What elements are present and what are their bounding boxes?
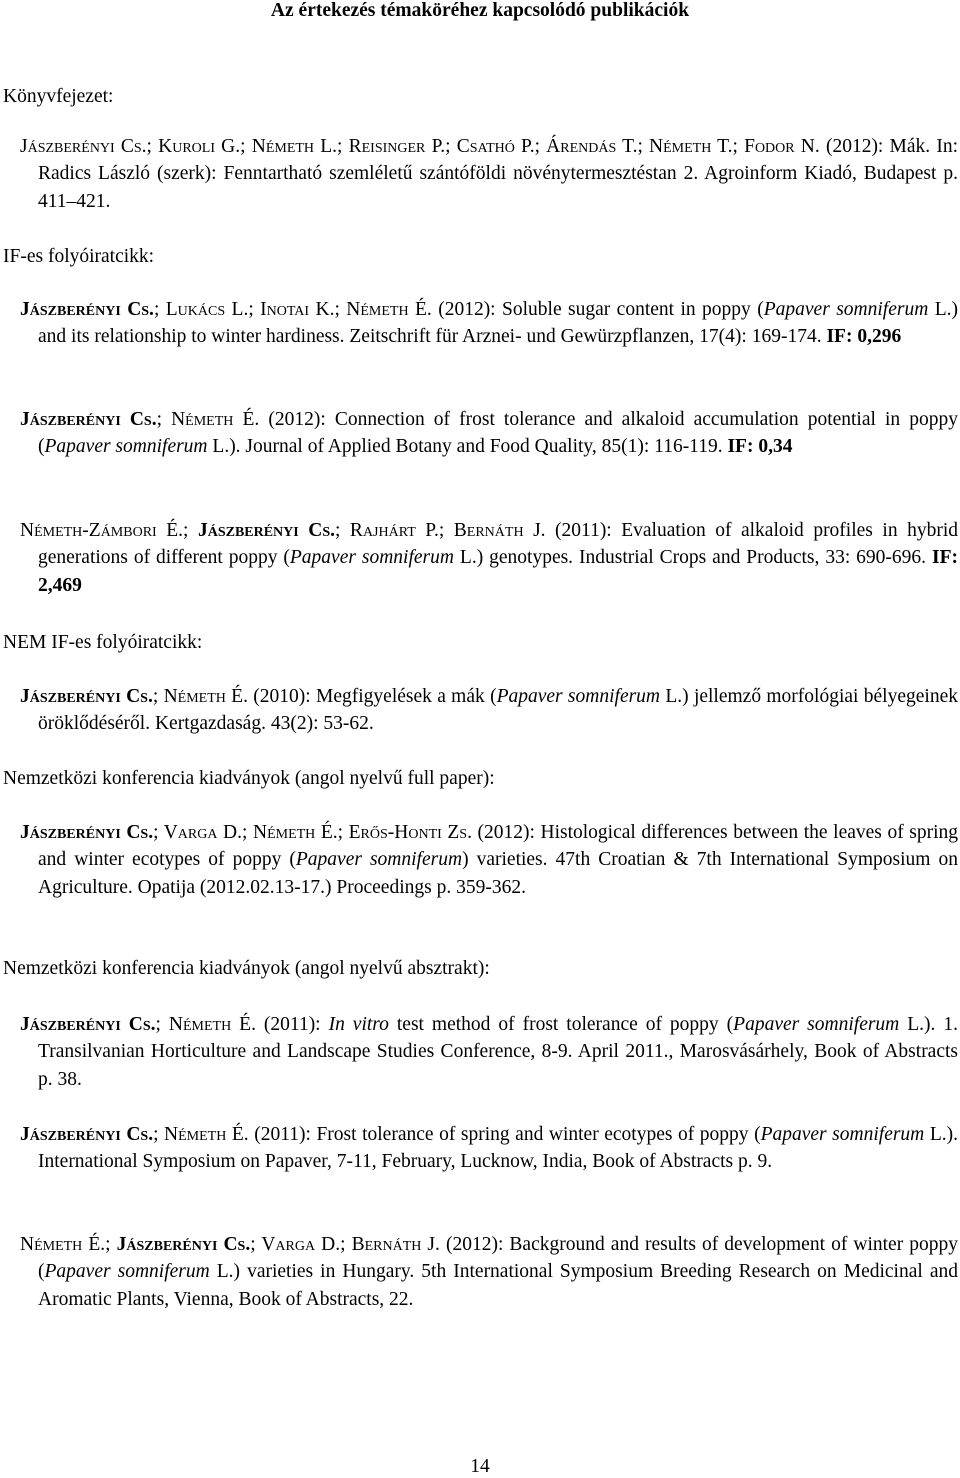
impact-factor: IF: 0,296 <box>826 326 902 348</box>
entry-text: L.) varieties in Hungary. 5th International Symposium Breeding Research on Medicinal and Aromatic Plants, Vienna, Book of Abstracts, 22. <box>38 1261 958 1310</box>
entry-text: ) varieties. 47th Croatian & 7th International Symposium on Agriculture. Opatija (2012.02.13-17.) Proceedings p. 359-362. <box>38 849 958 898</box>
entry-species: Papaver somniferum <box>289 547 454 569</box>
entry-coauthors: ; Németh É. <box>155 1014 256 1035</box>
publication-entry <box>20 683 958 738</box>
entry-coauthors: ; Rajhárt P.; Bernáth J. <box>335 520 546 541</box>
entry-coauthors: Németh-Zámbori É.; <box>20 520 198 541</box>
entry-main-author: Jászberényi Cs. <box>20 822 154 843</box>
entry-text: L.) and its relationship to winter hardiness. Zeitschrift für Arznei- und Gewürzpflanzen, 17(4): 169-174. <box>38 299 958 348</box>
entry-text: (2012): Mák. In: Radics László (szerk): Fenntartható szemléletű szántóföldi növénytermesztéstan 2. Agroinform Kiadó, Budapest p. 411–421. <box>38 136 958 212</box>
page-title: Az értekezés témaköréhez kapcsolódó publikációk <box>270 0 690 21</box>
entry-species: Papaver somniferum <box>44 436 208 458</box>
section-heading-book-chapter: Könyvfejezet: <box>3 86 114 107</box>
publication-entry <box>20 296 958 351</box>
impact-factor: IF: 0,34 <box>727 436 793 458</box>
entry-coauthors: ; Lukács L.; Inotai K.; Németh É. <box>153 299 432 320</box>
section-heading-if-journal: IF-es folyóiratcikk: <box>3 246 155 267</box>
entry-text: (2011): Evaluation of alkaloid profiles in hybrid generations of different poppy ( <box>38 520 958 569</box>
entry-main-author: Jászberényi Cs. <box>20 409 157 430</box>
entry-main-author: Jászberényi Cs. <box>197 520 335 541</box>
publication-entry <box>20 1231 958 1313</box>
entry-text: (2012): Connection of frost tolerance and alkaloid accumulation potential in poppy ( <box>38 409 958 458</box>
entry-species: Papaver somniferum <box>295 849 463 871</box>
entry-text: (2010): Megfigyelések a mák ( <box>247 686 497 707</box>
entry-text: (2012): Background and results of development of winter poppy ( <box>38 1234 958 1283</box>
publication-entry <box>20 1011 958 1093</box>
entry-text: L.). 1. Transilvanian Horticulture and Landscape Studies Conference, 8-9. April 2011., Marosvásárhely, Book of Abstracts p. 38. <box>38 1014 958 1090</box>
entry-coauthors: ; Németh É. <box>156 409 260 430</box>
publication-entry <box>20 1121 958 1176</box>
entry-main-author: Jászberényi Cs. <box>116 1234 251 1255</box>
impact-factor: IF: 2,469 <box>38 547 958 596</box>
entry-text: L.). International Symposium on Papaver, 7-11, February, Lucknow, India, Book of Abstracts p. 9. <box>38 1124 958 1173</box>
publication-entry <box>20 819 959 901</box>
section-heading-conference-abstract: Nemzetközi konferencia kiadványok (angol nyelvű absztrakt): <box>3 958 490 979</box>
section-heading-conference-full-paper: Nemzetközi konferencia kiadványok (angol nyelvű full paper): <box>3 768 495 789</box>
entry-text: L.) jellemző morfológiai bélyegeinek öröklődéséről. Kertgazdaság. 43(2): 53-62. <box>38 686 958 735</box>
entry-text: (2012): Histological differences between the leaves of spring and winter ecotypes of poppy ( <box>38 822 959 871</box>
entry-main-author: Jászberényi Cs. <box>20 686 153 707</box>
entry-main-author: Jászberényi Cs. <box>20 1014 156 1035</box>
page-number: 14 <box>470 1456 490 1477</box>
entry-text: (2012): Soluble sugar content in poppy ( <box>431 299 764 320</box>
entry-text: test method of frost tolerance of poppy ( <box>388 1014 734 1035</box>
entry-text: L.). Journal of Applied Botany and Food Quality, 85(1): 116-119. <box>207 436 728 458</box>
entry-species: Papaver somniferum <box>733 1014 900 1035</box>
entry-main-author: Jászberényi Cs. <box>20 1124 154 1145</box>
entry-text: (2011): Frost tolerance of spring and winter ecotypes of poppy ( <box>248 1124 761 1145</box>
publication-entry <box>20 133 958 215</box>
entry-species: Papaver somniferum <box>763 299 929 320</box>
entry-species: Papaver somniferum <box>496 686 661 707</box>
entry-species: Papaver somniferum <box>44 1261 210 1283</box>
entry-main-author: Jászberényi Cs. <box>20 299 154 320</box>
entry-coauthors: ; Varga D.; Németh É.; Erős-Honti Zs. <box>153 822 472 843</box>
entry-coauthors: ; Varga D.; Bernáth J. <box>250 1234 440 1255</box>
section-heading-non-if-journal: NEM IF-es folyóiratcikk: <box>3 632 203 653</box>
entry-method: In vitro <box>328 1014 389 1035</box>
entry-coauthors: Németh É.; <box>20 1234 117 1255</box>
entry-text: (2011): <box>255 1014 329 1035</box>
entry-coauthors: ; Németh É. <box>153 1124 249 1145</box>
entry-coauthors: ; Németh É. <box>152 686 248 707</box>
publication-entry <box>20 517 958 599</box>
entry-text: L.) genotypes. Industrial Crops and Products, 33: 690-696. <box>453 547 932 569</box>
entry-species: Papaver somniferum <box>760 1124 925 1145</box>
publication-entry <box>20 406 958 461</box>
entry-authors: Jászberényi Cs.; Kuroli G.; Németh L.; Reisinger P.; Csathó P.; Árendás T.; Németh T.; Fodor N. <box>20 136 820 157</box>
